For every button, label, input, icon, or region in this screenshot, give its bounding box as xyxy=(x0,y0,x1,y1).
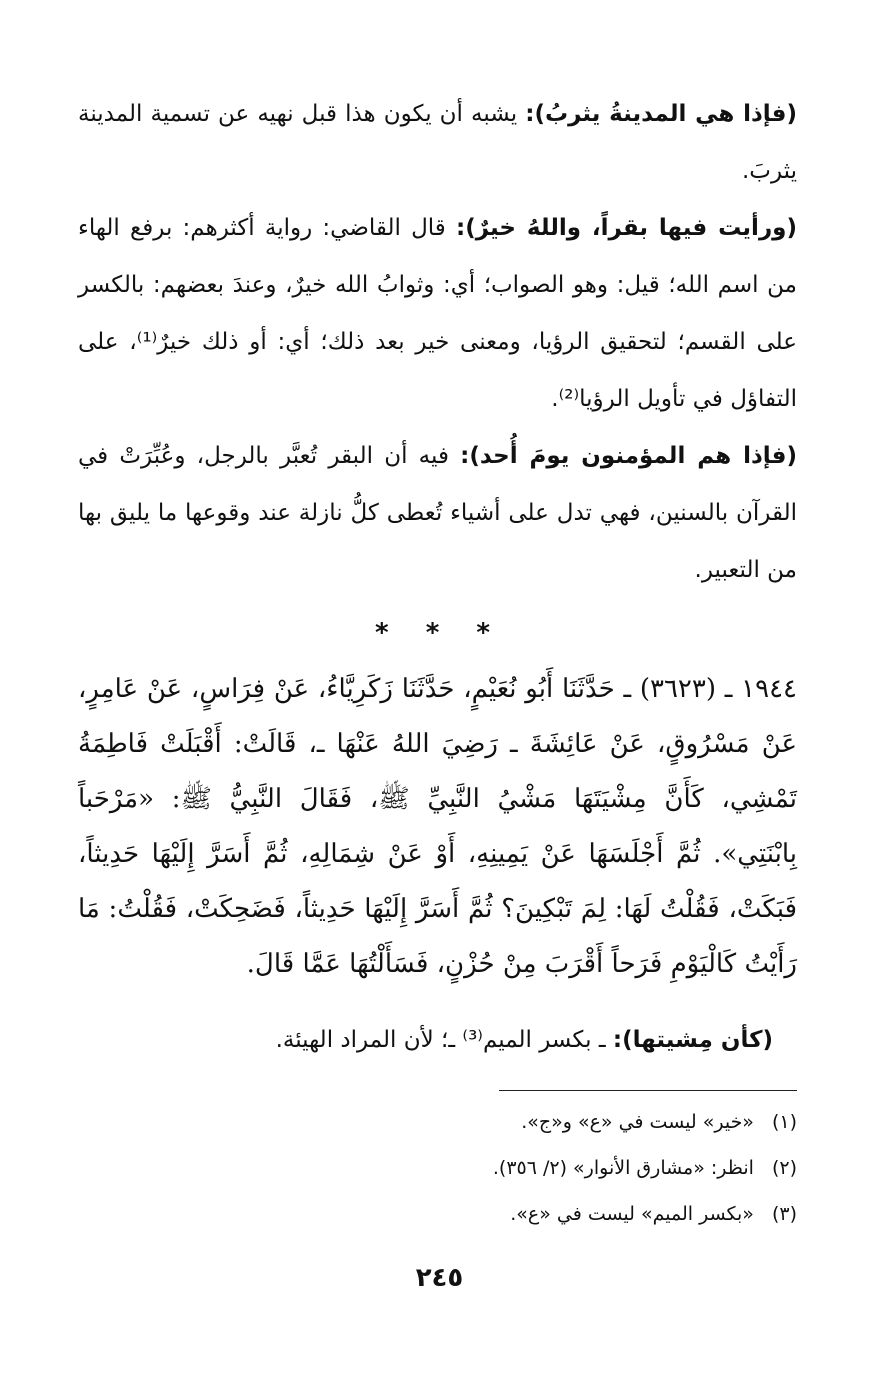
footnote-number: (١) xyxy=(771,1111,797,1133)
explanation-paragraph xyxy=(78,1012,773,1069)
paragraph-lead: (ورأيت فيها بقراً، واللهُ خيرٌ): xyxy=(456,215,797,241)
explanation-text: ـ بكسر الميم⁽³⁾ ـ؛ لأن المراد الهيئة. xyxy=(275,1027,613,1053)
footnote-text: انظر: «مشارق الأنوار» (٢/ ٣٥٦). xyxy=(492,1157,754,1179)
page-number: ٢٤٥ xyxy=(415,1263,464,1293)
footnote-number: (٣) xyxy=(771,1203,797,1225)
footnote-3 xyxy=(78,1202,797,1226)
hadith-text: ١٩٤٤ ـ (٣٦٢٣) ـ حَدَّثَنَا أَبُو نُعَيْمٍ، حَدَّثَنَا زَكَرِيَّاءُ، عَنْ فِرَاسٍ، عَنْ عَامِرٍ، عَنْ مَسْرُوقٍ، عَنْ عَائِشَةَ ـ رَضِيَ اللهُ عَنْهَا ـ، قَالَتْ: أَقْبَلَتْ فَاطِمَةُ تَمْشِي، كَأَنَّ مِشْيَتَهَا مَشْيُ النَّبِيِّ ﷺ، فَقَالَ النَّبِيُّ ﷺ: «مَرْحَباً بِابْنَتِي». ثُمَّ أَجْلَسَهَا عَنْ يَمِينِهِ، أَوْ عَنْ شِمَالِهِ، ثُمَّ أَسَرَّ إِلَيْهَا حَدِيثاً، فَبَكَتْ، فَقُلْتُ لَهَا: لِمَ تَبْكِينَ؟ ثُمَّ أَسَرَّ إِلَيْهَا حَدِيثاً، فَضَحِكَتْ، فَقُلْتُ: مَا رَأَيْتُ كَالْيَوْمِ فَرَحاً أَقْرَبَ مِنْ حُزْنٍ، فَسَأَلْتُهَا عَمَّا قَالَ. xyxy=(78,674,798,979)
footnote-number: (٢) xyxy=(771,1157,797,1179)
paragraph-text: يشبه أن يكون هذا قبل نهيه عن تسمية المدينة يثربَ. xyxy=(78,101,797,184)
paragraph-text: فيه أن البقر تُعبَّر بالرجل، وعُبِّرَتْ في القرآن بالسنين، فهي تدل على أشياء تُعطى كلُّ نازلة عند وقوعها ما يليق بها من التعبير. xyxy=(78,443,797,583)
footnote-text: «بكسر الميم» ليست في «ع». xyxy=(510,1203,754,1225)
footnote-separator xyxy=(499,1090,797,1091)
commentary-paragraph-1 xyxy=(78,86,797,200)
footnote-text: «خير» ليست في «ع» و«ج». xyxy=(521,1111,754,1133)
section-divider: * * * xyxy=(375,618,504,648)
footnote-2 xyxy=(78,1156,797,1180)
commentary-paragraph-3 xyxy=(78,428,797,599)
footnote-1 xyxy=(78,1110,797,1134)
paragraph-lead: (فإذا هي المدينةُ يثربُ): xyxy=(525,101,797,127)
explanation-lead: (كأن مِشيتها): xyxy=(612,1027,773,1053)
commentary-paragraph-2 xyxy=(78,200,797,428)
paragraph-text: قال القاضي: رواية أكثرهم: برفع الهاء من اسم الله؛ قيل: وهو الصواب؛ أي: وثوابُ الله خيرٌ، وعندَ بعضهم: بالكسر على القسم؛ لتحقيق الرؤيا، ومعنى خير بعد ذلك؛ أي: أو ذلك خيرٌ⁽¹⁾، على التفاؤل في تأويل الرؤيا⁽²⁾. xyxy=(78,215,797,412)
paragraph-lead: (فإذا هم المؤمنون يومَ أُحد): xyxy=(460,443,797,469)
